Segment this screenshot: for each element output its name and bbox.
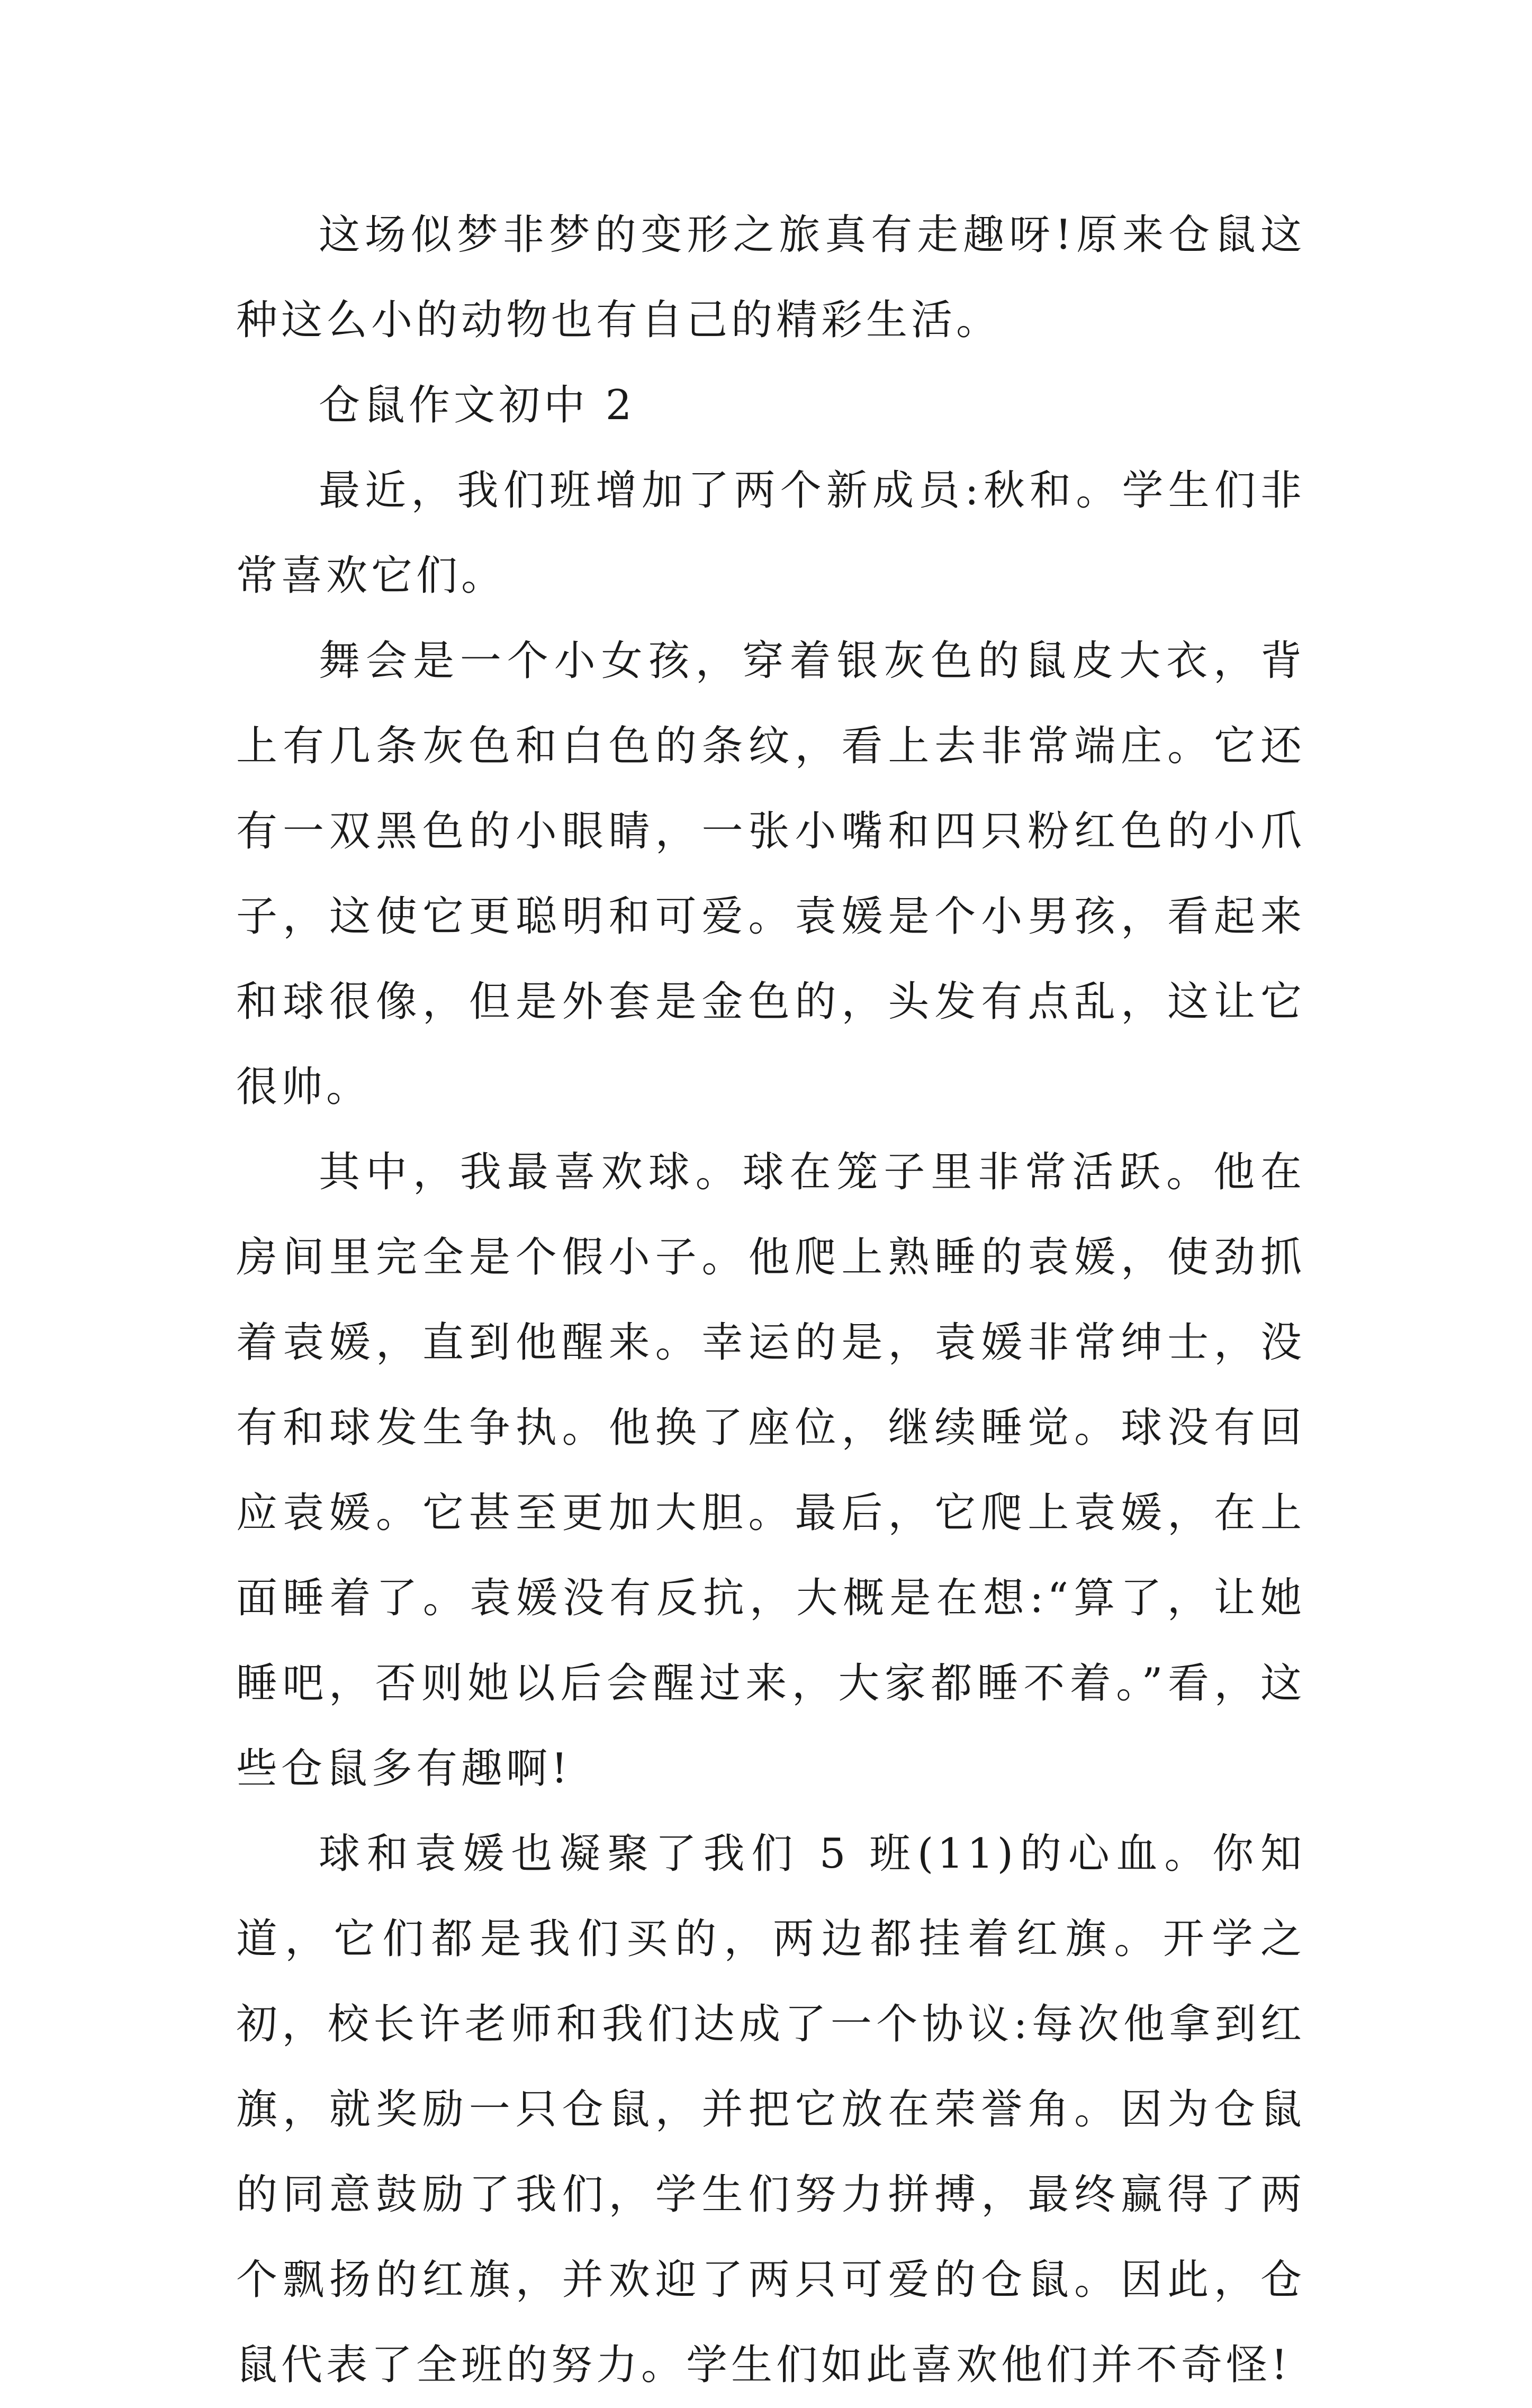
essay-body — [236, 193, 1305, 2408]
essay-title: 仓鼠作文初中 2 — [319, 382, 636, 429]
paragraph-favorite: 其中，我最喜欢球。球在笼子里非常活跃。他在房间里完全是个假小子。他爬上熟睡的袁媛，使劲抓着袁媛，直到他醒来。幸运的是，袁媛非常绅士，没有和球发生争执。他换了座位，继续睡觉。球没有回应袁媛。它甚至更加大胆。最后，它爬上袁媛，在上面睡着了。袁媛没有反抗，大概是在想:“算了，让她睡吧，否则她以后会醒过来，大家都睡不着。”看，这些仓鼠多有趣啊! — [236, 1148, 1305, 1793]
paragraph-description: 舞会是一个小女孩，穿着银灰色的鼠皮大衣，背上有几条灰色和白色的条纹，看上去非常端庄。它还有一双黑色的小眼睛，一张小嘴和四只粉红色的小爪子，这使它更聪明和可爱。袁媛是个小男孩，看起来和球很像，但是外套是金色的，头发有点乱，这让它很帅。 — [236, 637, 1305, 1111]
paragraph-class-effort: 球和袁媛也凝聚了我们 5 班(11)的心血。你知道，它们都是我们买的，两边都挂着红旗。开学之初，校长许老师和我们达成了一个协议:每次他拿到红旗，就奖励一只仓鼠，并把它放在荣誉角。因为仓鼠的同意鼓励了我们，学生们努力拼搏，最终赢得了两个飘扬的红旗，并欢迎了两只可爱的仓鼠。因此，仓鼠代表了全班的努力。学生们如此喜欢他们并不奇怪! — [236, 1830, 1305, 2389]
paragraph-new-members: 最近，我们班增加了两个新成员:秋和。学生们非常喜欢它们。 — [236, 467, 1305, 600]
paragraph-intro-ending: 这场似梦非梦的变形之旅真有走趣呀!原来仓鼠这种这么小的动物也有自己的精彩生活。 — [236, 211, 1305, 344]
